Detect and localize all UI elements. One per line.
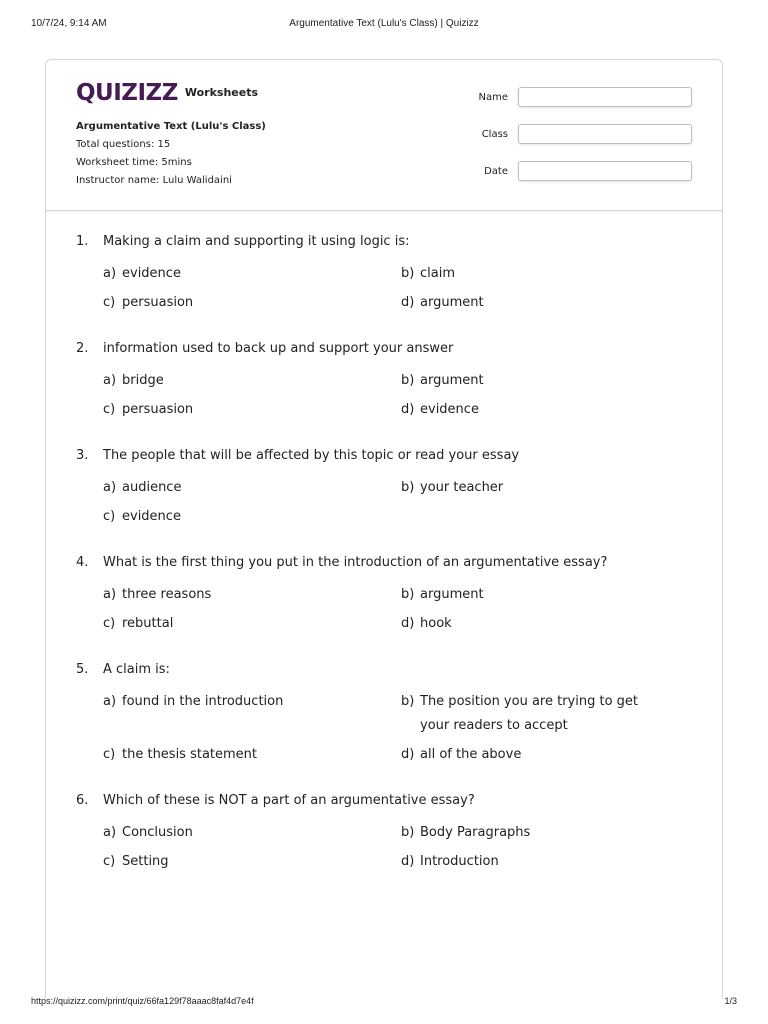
option-letter: b) — [401, 587, 415, 602]
option-a — [103, 262, 401, 286]
class-field-row — [464, 124, 692, 144]
date-field-row — [464, 161, 692, 181]
option-text: hook — [420, 616, 452, 631]
brand — [76, 80, 258, 106]
worksheet-meta — [76, 118, 266, 190]
option-c — [103, 505, 401, 529]
option-grid — [103, 583, 696, 636]
option-text: evidence — [122, 266, 181, 281]
option-letter: c) — [103, 616, 116, 631]
question-text: A claim is: — [103, 662, 170, 677]
worksheet-header — [46, 60, 722, 211]
option-letter: a) — [103, 373, 117, 388]
question-stem — [76, 444, 696, 468]
option-text: bridge — [122, 373, 164, 388]
option-text: persuasion — [122, 295, 194, 310]
question-number: 3. — [76, 448, 89, 463]
question-4 — [76, 551, 696, 636]
option-letter: a) — [103, 587, 117, 602]
question-text: The people that will be affected by this topic or read your essay — [103, 448, 520, 463]
option-letter: c) — [103, 402, 116, 417]
option-c — [103, 612, 401, 636]
option-grid — [103, 369, 696, 422]
question-text: information used to back up and support your answer — [103, 341, 454, 356]
question-text: Making a claim and supporting it using logic is: — [103, 234, 410, 249]
option-grid — [103, 821, 696, 874]
name-field-row — [464, 87, 692, 107]
name-field[interactable] — [518, 87, 692, 107]
instructor-name: Instructor name: Lulu Walidaini — [76, 175, 232, 186]
option-a — [103, 369, 401, 393]
option-c — [103, 850, 401, 874]
option-d — [401, 398, 699, 422]
option-text: three reasons — [122, 587, 212, 602]
option-d — [401, 291, 699, 315]
option-d — [401, 612, 699, 636]
option-text: argument — [420, 373, 484, 388]
option-b — [401, 476, 699, 500]
option-c — [103, 291, 401, 315]
option-text: The position you are trying to get your readers to accept — [420, 694, 639, 733]
name-label: Name — [478, 91, 508, 103]
question-stem — [76, 230, 696, 254]
option-text: Conclusion — [122, 825, 193, 840]
option-a — [103, 821, 401, 845]
date-field[interactable] — [518, 161, 692, 181]
option-text: Body Paragraphs — [420, 825, 531, 840]
question-list — [76, 230, 696, 874]
option-text: argument — [420, 295, 484, 310]
option-c — [103, 398, 401, 422]
option-letter: c) — [103, 854, 116, 869]
option-text: evidence — [420, 402, 479, 417]
option-letter: b) — [401, 266, 415, 281]
class-field[interactable] — [518, 124, 692, 144]
question-1 — [76, 230, 696, 315]
date-label: Date — [484, 165, 508, 177]
option-text: evidence — [122, 509, 181, 524]
worksheet-sheet — [45, 59, 723, 999]
option-a — [103, 476, 401, 500]
option-letter: d) — [401, 747, 415, 762]
option-b — [401, 821, 699, 845]
question-number: 6. — [76, 793, 89, 808]
option-letter: b) — [401, 694, 415, 709]
brand-subtitle: Worksheets — [184, 85, 259, 99]
print-url: https://quizizz.com/print/quiz/66fa129f78aaac8faf4d7e4f — [31, 996, 254, 1006]
worksheet-time: Worksheet time: 5mins — [76, 157, 192, 168]
question-number: 1. — [76, 234, 89, 249]
question-number: 5. — [76, 662, 89, 677]
option-a — [103, 583, 401, 607]
option-grid — [103, 262, 696, 315]
option-d — [401, 743, 699, 767]
worksheet-title: Argumentative Text (Lulu's Class) — [76, 121, 266, 132]
quizizz-logo: QUIZIZZ — [76, 80, 178, 106]
question-6 — [76, 789, 696, 874]
page-number: 1/3 — [724, 996, 737, 1006]
option-text: all of the above — [420, 747, 522, 762]
print-date: 10/7/24, 9:14 AM — [31, 18, 107, 29]
option-letter: c) — [103, 509, 116, 524]
option-letter: b) — [401, 480, 415, 495]
option-text: claim — [420, 266, 456, 281]
option-grid — [103, 476, 696, 529]
question-2 — [76, 337, 696, 422]
option-letter: a) — [103, 266, 117, 281]
option-text: argument — [420, 587, 484, 602]
option-text: Introduction — [420, 854, 499, 869]
option-letter: b) — [401, 373, 415, 388]
question-text: What is the first thing you put in the introduction of an argumentative essay? — [103, 555, 608, 570]
option-letter: d) — [401, 854, 415, 869]
option-letter: a) — [103, 694, 117, 709]
option-text: found in the introduction — [122, 694, 284, 709]
option-letter: d) — [401, 402, 415, 417]
option-letter: d) — [401, 616, 415, 631]
option-b — [401, 369, 699, 393]
question-number: 4. — [76, 555, 89, 570]
print-title: Argumentative Text (Lulu's Class) | Quizizz — [289, 18, 479, 29]
option-letter: c) — [103, 295, 116, 310]
option-text: persuasion — [122, 402, 194, 417]
option-b — [401, 690, 699, 738]
option-c — [103, 743, 401, 767]
option-text: your teacher — [420, 480, 504, 495]
option-text: the thesis statement — [122, 747, 258, 762]
question-stem — [76, 337, 696, 361]
class-label: Class — [481, 128, 508, 140]
option-letter: a) — [103, 480, 117, 495]
option-text: rebuttal — [122, 616, 174, 631]
option-letter: a) — [103, 825, 117, 840]
option-grid — [103, 690, 696, 767]
option-letter: b) — [401, 825, 415, 840]
question-3 — [76, 444, 696, 529]
question-stem — [76, 789, 696, 813]
question-5 — [76, 658, 696, 767]
option-d — [401, 850, 699, 874]
option-b — [401, 583, 699, 607]
question-stem — [76, 658, 696, 682]
option-text: audience — [122, 480, 182, 495]
option-letter: c) — [103, 747, 116, 762]
option-text: Setting — [122, 854, 169, 869]
question-stem — [76, 551, 696, 575]
total-questions: Total questions: 15 — [76, 139, 171, 150]
question-number: 2. — [76, 341, 89, 356]
option-b — [401, 262, 699, 286]
option-a — [103, 690, 401, 738]
question-text: Which of these is NOT a part of an argumentative essay? — [103, 793, 475, 808]
option-letter: d) — [401, 295, 415, 310]
